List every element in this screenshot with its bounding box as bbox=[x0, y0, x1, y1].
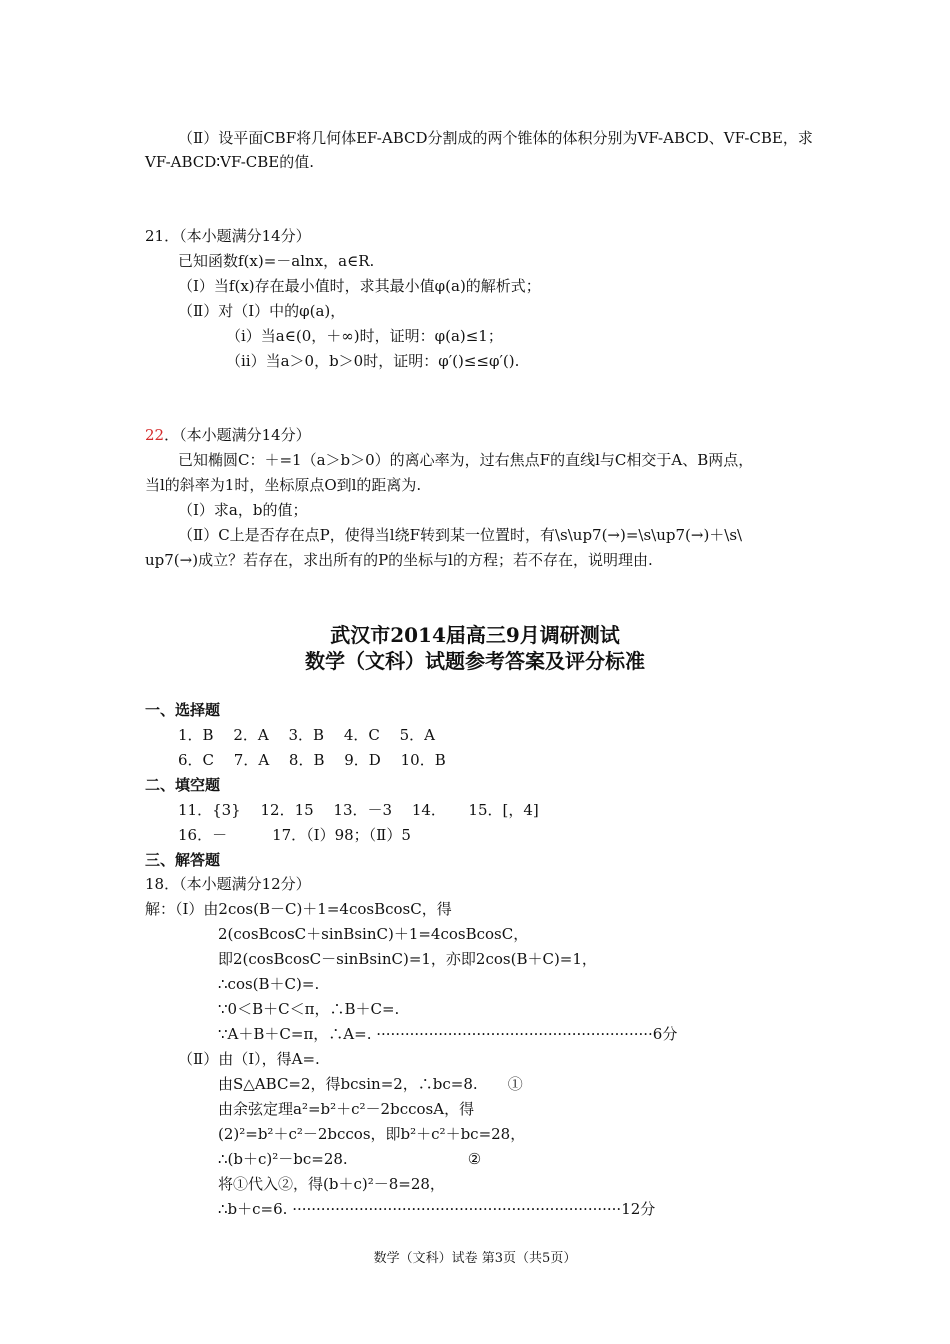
section1-row2: 6．C 7．A 8．B 9．D 10．B bbox=[178, 751, 446, 769]
q21-header: 21．（本小题满分14分） bbox=[145, 227, 311, 245]
q22-part1: （Ⅰ）求a，b的值； bbox=[178, 501, 308, 519]
q18-line-2: 2(cosBcosC＋sinBsinC)＋1=4cosBcosC， bbox=[218, 925, 529, 943]
q18-line-13: ∴b＋c=6. ·····································································12分 bbox=[218, 1200, 656, 1218]
q21-given: 已知函数f(x)=－alnx，a∈R. bbox=[178, 252, 375, 270]
q22-part2-line1: （Ⅱ）C上是否存在点P，使得当l绕F转到某一位置时，有\s\up7(→)=\s\up7(→)＋\s\ bbox=[178, 526, 743, 544]
q18-line-8: 由S△ABC=2，得bcsin=2，∴bc=8. ① bbox=[218, 1075, 523, 1093]
page-footer: 数学（文科）试卷 第3页（共5页） bbox=[373, 1251, 577, 1266]
q18-line-12: 将①代入②，得(b＋c)²－8=28， bbox=[218, 1175, 445, 1193]
q18-line-1: 解：（Ⅰ）由2cos(B－C)＋1=4cosBcosC，得 bbox=[145, 900, 452, 918]
q22-line1: 已知椭圆C：＋=1（a＞b＞0）的离心率为，过右焦点F的直线l与C相交于A、B两点， bbox=[178, 451, 754, 469]
section1-row1: 1．B 2．A 3．B 4．C 5．A bbox=[178, 726, 435, 744]
q18-line-3: 即2(cosBcosC－sinBsinC)=1，亦即2cos(B＋C)=1， bbox=[218, 950, 597, 968]
section2-row2: 16．－ 17．（Ⅰ）98；（Ⅱ）5 bbox=[178, 826, 411, 844]
q20-part2-line1: （Ⅱ）设平面CBF将几何体EF-ABCD分割成的两个锥体的体积分别为VF-ABCD、VF-CBE，求 bbox=[178, 129, 813, 147]
q22-number: 22 bbox=[145, 426, 165, 444]
q18-header: 18．（本小题满分12分） bbox=[145, 875, 311, 893]
answers-title-line2: 数学（文科）试题参考答案及评分标准 bbox=[305, 649, 645, 673]
q22-header-rest: ．（本小题满分14分） bbox=[164, 426, 311, 444]
q21-sub-i: （ⅰ）当a∈(0，＋∞)时，证明：φ(a)≤1； bbox=[226, 327, 503, 345]
q18-line-9: 由余弦定理a²=b²＋c²－2bccosA，得 bbox=[218, 1100, 475, 1118]
q21-sub-ii: （ⅱ）当a＞0，b＞0时，证明：φ′()≤≤φ′(). bbox=[226, 352, 520, 370]
q20-part2-line2: VF-ABCD∶VF-CBE的值. bbox=[145, 153, 315, 171]
section2-heading: 二、填空题 bbox=[145, 776, 221, 794]
q18-line-7: （Ⅱ）由（Ⅰ），得A=. bbox=[178, 1050, 320, 1068]
q18-line-4: ∴cos(B＋C)=. bbox=[218, 975, 320, 993]
q22-header bbox=[145, 425, 311, 445]
answers-title-line1: 武汉市2014届高三9月调研测试 bbox=[330, 623, 620, 647]
q22-part2-line2: up7(→)成立？若存在，求出所有的P的坐标与l的方程；若不存在，说明理由. bbox=[145, 551, 653, 569]
section2-row1: 11．{3} 12．15 13．－3 14． 15．[，4] bbox=[178, 801, 539, 819]
q21-part2: （Ⅱ）对（Ⅰ）中的φ(a)， bbox=[178, 302, 346, 320]
section1-heading: 一、选择题 bbox=[145, 701, 221, 719]
q21-part1: （Ⅰ）当f(x)存在最小值时，求其最小值φ(a)的解析式； bbox=[178, 277, 541, 295]
q18-line-6: ∵A＋B＋C=π，∴A=. ··························································6分 bbox=[218, 1025, 678, 1043]
q18-line-11: ∴(b＋c)²－bc=28. ② bbox=[218, 1150, 482, 1168]
q18-line-5: ∵0＜B＋C＜π，∴B＋C=. bbox=[218, 1000, 400, 1018]
section3-heading: 三、解答题 bbox=[145, 851, 221, 869]
q18-line-10: (2)²=b²＋c²－2bccos，即b²＋c²＋bc=28， bbox=[218, 1125, 526, 1143]
q22-line2: 当l的斜率为1时，坐标原点O到l的距离为. bbox=[145, 476, 422, 494]
